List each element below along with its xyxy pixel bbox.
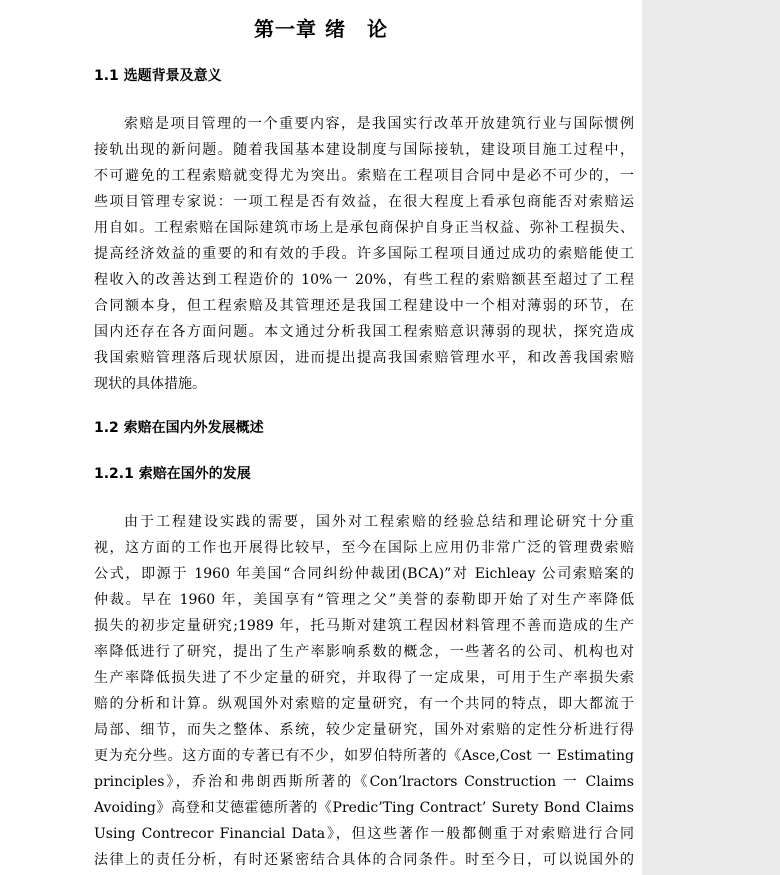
paragraph-line: 索赔是项目管理的一个重要内容，是我国实行改革开放建筑行业与国际惯例 xyxy=(124,116,634,132)
paragraph-line: 局部、细节，而失之整体、系统，较少定量研究，国外对索赔的定性分析进行得 xyxy=(94,722,634,738)
paragraph-line: 由于工程建设实践的需要，国外对工程索赔的经验总结和理论研究十分重 xyxy=(124,514,634,530)
paragraph-foreign-development xyxy=(94,509,634,873)
paragraph-line: 赔的分析和计算。纵观国外对索赔的定量研究，有一个共同的特点，即大都流于 xyxy=(94,696,634,712)
paragraph-line: 程收入的改善达到工程造价的 10%一 20%，有些工程的索赔额甚至超过了工程 xyxy=(94,272,634,288)
paragraph-line: 生产率降低损失进了不少定量的研究，并取得了一定成果，可用于生产率损失索 xyxy=(94,670,634,686)
paragraph-line: 接轨出现的新问题。随着我国基本建设制度与国际接轨，建设项目施工过程中， xyxy=(94,142,634,158)
paragraph-line: principles》，乔治和弗朗西斯所著的《Con’lractors Construction 一 Claims xyxy=(94,774,634,790)
paragraph-line: 现状的具体措施。 xyxy=(94,376,206,392)
paragraph-line: 损失的初步定量研究;1989 年，托马斯对建筑工程因材料管理不善而造成的生产 xyxy=(94,618,634,634)
paragraph-line: 率降低进行了研究，提出了生产率影响系数的概念，一些著名的公司、机构也对 xyxy=(94,644,634,660)
paragraph-line: 更为充分些。这方面的专著已有不少，如罗伯特所著的《Asce,Cost 一 Estimating xyxy=(94,748,634,764)
paragraph-background-significance xyxy=(94,111,634,397)
paragraph-line: 公式，即源于 1960 年美国“合同纠纷仲裁团(BCA)”对 Eichleay 公司索赔案的 xyxy=(94,566,634,582)
chapter-title: 第一章 绪 论 xyxy=(254,17,388,41)
paragraph-line: 国内还存在各方面问题。本文通过分析我国工程索赔意识薄弱的现状，探究造成 xyxy=(94,324,634,340)
paragraph-line: Avoiding》高登和艾德霍德所著的《Predic’Ting Contract’ Surety Bond Claims xyxy=(94,800,634,816)
paragraph-line: 视，这方面的工作也开展得比较早，至今在国际上应用仍非常广泛的管理费索赔 xyxy=(94,540,634,556)
section-heading-1-2: 1.2 索赔在国内外发展概述 xyxy=(94,420,264,436)
paragraph-line: Using Contrecor Financial Data》，但这些著作一般都侧重于对索赔进行合同 xyxy=(94,826,634,842)
paragraph-line: 些项目管理专家说：一项工程是否有效益，在很大程度上看承包商能否对索赔运 xyxy=(94,194,634,210)
paragraph-line: 合同额本身，但工程索赔及其管理还是我国工程建设中一个相对薄弱的环节，在 xyxy=(94,298,634,314)
paragraph-line: 法律上的责任分析，有时还紧密结合具体的合同条件。时至今日，可以说国外的 xyxy=(94,852,634,868)
section-heading-1-2-1: 1.2.1 索赔在国外的发展 xyxy=(94,466,251,482)
paragraph-line: 不可避免的工程索赔就变得尤为突出。索赔在工程项目合同中是必不可少的，一 xyxy=(94,168,634,184)
paragraph-line: 我国索赔管理落后现状原因，进而提出提高我国索赔管理水平，和改善我国索赔 xyxy=(94,350,634,366)
paragraph-line: 用自如。工程索赔在国际建筑市场上是承包商保护自身正当权益、弥补工程损失、 xyxy=(94,220,634,236)
section-heading-1-1: 1.1 选题背景及意义 xyxy=(94,68,222,84)
paragraph-line: 仲裁。早在 1960 年，美国享有“管理之父”美誉的泰勒即开始了对生产率降低 xyxy=(94,592,634,608)
paragraph-line: 提高经济效益的重要的和有效的手段。许多国际工程项目通过成功的索赔能使工 xyxy=(94,246,634,262)
